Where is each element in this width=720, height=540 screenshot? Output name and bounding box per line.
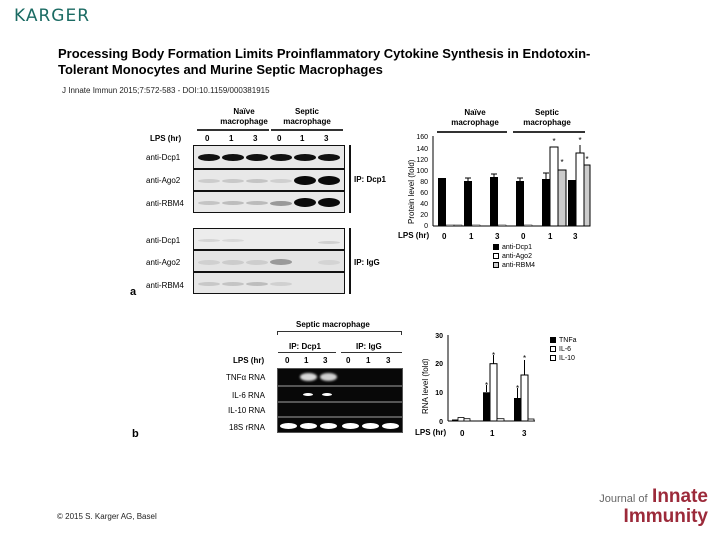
chart2-category: 0 — [460, 429, 465, 438]
svg-text:*: * — [585, 155, 589, 164]
svg-text:*: * — [491, 351, 496, 360]
lps-time: 3 — [323, 356, 328, 365]
blot-row-label: anti-RBM4 — [146, 199, 184, 208]
chart1-group-septic-l1: Septic — [534, 108, 559, 117]
ip-igg-label: IP: IgG — [354, 258, 380, 267]
chart2-xlabel: LPS (hr) — [415, 428, 447, 437]
blot-dcp1-ip-dcp1 — [193, 145, 345, 169]
bracket-tick — [401, 331, 402, 335]
chart1-category: 0 — [521, 232, 526, 241]
svg-text:RNA level (fold): RNA level (fold) — [421, 358, 430, 414]
panel-b-lps-label: LPS (hr) — [233, 356, 265, 365]
rna-level-chart — [410, 328, 540, 428]
svg-text:160: 160 — [416, 134, 428, 141]
logo-text: KARGER — [14, 6, 91, 26]
lps-time: 1 — [366, 356, 371, 365]
lps-time: 1 — [300, 134, 305, 143]
gel-18s — [277, 417, 403, 433]
ip-igg-underline — [341, 352, 402, 353]
legend-swatch-gray — [493, 262, 499, 268]
legend-item — [493, 261, 535, 270]
chart1-legend — [493, 243, 535, 270]
legend-item — [550, 354, 577, 363]
panel-b-figure — [0, 300, 720, 450]
blot-rbm4-ip-dcp1 — [193, 191, 345, 213]
group-septic-label — [277, 107, 337, 127]
legend-label: anti-RBM4 — [502, 262, 536, 269]
legend-item — [493, 243, 535, 252]
lps-time: 0 — [277, 134, 282, 143]
journal-logo — [599, 488, 708, 527]
chart1-group-naive — [440, 108, 510, 128]
lps-time: 0 — [346, 356, 351, 365]
legend-swatch-white — [550, 355, 556, 361]
group-naive-line1: Naïve — [233, 107, 255, 116]
svg-text:30: 30 — [435, 333, 443, 340]
panel-b-ip-igg: IP: IgG — [356, 342, 382, 351]
lps-time: 1 — [304, 356, 309, 365]
lps-time: 0 — [205, 134, 210, 143]
chart1-category: 1 — [469, 232, 474, 241]
legend-swatch-white — [493, 253, 499, 259]
blot-rbm4-ip-igg — [193, 272, 345, 294]
blot-ago2-ip-dcp1 — [193, 169, 345, 191]
ip-igg-bracket — [349, 228, 351, 294]
article-title: Processing Body Formation Limits Proinflammatory Cytokine Synthesis in Endotoxin-Tolerant Monocytes and Murine Septic Macrophages — [58, 46, 591, 77]
blot-row-label: anti-RBM4 — [146, 281, 184, 290]
svg-text:*: * — [560, 158, 564, 167]
svg-text:20: 20 — [435, 361, 443, 368]
legend-swatch-black — [493, 244, 499, 250]
ip-dcp1-bracket — [349, 145, 351, 213]
chart1-group-naive-l2: macrophage — [451, 118, 499, 127]
ip-dcp1-underline — [278, 352, 336, 353]
panel-b-group-bracket — [277, 331, 402, 332]
lps-time: 3 — [324, 134, 329, 143]
chart2-category: 3 — [522, 429, 527, 438]
blot-row-label: anti-Ago2 — [146, 258, 181, 267]
lps-time: 3 — [253, 134, 258, 143]
svg-text:*: * — [515, 384, 520, 393]
blot-row-label: anti-Dcp1 — [146, 153, 181, 162]
panel-b-ip-dcp1: IP: Dcp1 — [289, 342, 322, 351]
svg-text:140: 140 — [416, 146, 428, 153]
gel-tnfa — [277, 368, 403, 386]
gel-row-label: IL-6 RNA — [232, 391, 265, 400]
legend-label: IL-6 — [559, 346, 572, 353]
svg-text:0: 0 — [424, 223, 428, 230]
citation: J Innate Immun 2015;7:572-583 - DOI:10.1159/000381915 — [62, 86, 270, 95]
svg-text:Protein level (fold): Protein level (fold) — [407, 159, 416, 224]
gel-row-label: 18S rRNA — [229, 423, 266, 432]
chart1-xlabel: LPS (hr) — [398, 231, 430, 240]
blot-row-label: anti-Dcp1 — [146, 236, 181, 245]
legend-label: IL-10 — [559, 355, 575, 362]
panel-b-label: b — [132, 428, 139, 440]
svg-text:40: 40 — [420, 201, 428, 208]
bracket-tick — [277, 331, 278, 335]
legend-swatch-white — [550, 346, 556, 352]
lps-time: 1 — [229, 134, 234, 143]
blot-row-label: anti-Ago2 — [146, 176, 181, 185]
lps-time: 3 — [386, 356, 391, 365]
journal-logo-small: Journal of — [599, 493, 648, 505]
journal-logo-line1: Innate — [652, 486, 708, 507]
lps-label: LPS (hr) — [150, 134, 182, 143]
journal-logo-line2: Immunity — [623, 506, 708, 527]
svg-text:*: * — [552, 137, 556, 146]
svg-text:80: 80 — [420, 179, 428, 186]
svg-text:0: 0 — [439, 419, 443, 426]
group-naive-underline — [197, 129, 269, 131]
chart1-group-septic — [512, 108, 582, 128]
ip-dcp1-label: IP: Dcp1 — [354, 175, 387, 184]
svg-text:120: 120 — [416, 157, 428, 164]
blot-ago2-ip-igg — [193, 250, 345, 272]
svg-text:100: 100 — [416, 168, 428, 175]
group-naive-line2: macrophage — [220, 117, 268, 126]
group-septic-line1: Septic — [294, 107, 319, 116]
chart1-category: 3 — [573, 232, 578, 241]
legend-item — [550, 336, 577, 345]
panel-a-label: a — [130, 286, 137, 298]
gel-row-label: IL-10 RNA — [228, 406, 266, 415]
chart1-group-naive-l1: Naïve — [464, 108, 486, 117]
chart2-legend — [550, 336, 577, 363]
gel-il6 — [277, 386, 403, 402]
legend-swatch-black — [550, 337, 556, 343]
group-septic-line2: macrophage — [283, 117, 331, 126]
gel-row-label: TNFα RNA — [226, 373, 266, 382]
legend-label: TNFa — [559, 337, 577, 344]
legend-item — [493, 252, 535, 261]
svg-text:*: * — [522, 354, 527, 363]
legend-label: anti-Dcp1 — [502, 244, 532, 251]
legend-label: anti-Ago2 — [502, 253, 532, 260]
group-septic-underline — [271, 129, 343, 131]
chart1-category: 1 — [548, 232, 553, 241]
svg-text:20: 20 — [420, 212, 428, 219]
panel-b-group-label: Septic macrophage — [296, 320, 370, 329]
lps-time: 0 — [285, 356, 290, 365]
svg-text:*: * — [484, 381, 489, 390]
svg-text:10: 10 — [435, 390, 443, 397]
svg-text:60: 60 — [420, 190, 428, 197]
copyright: © 2015 S. Karger AG, Basel — [57, 512, 157, 521]
gel-il10 — [277, 402, 403, 417]
blot-dcp1-ip-igg — [193, 228, 345, 250]
legend-item — [550, 345, 577, 354]
group-naive-label — [214, 107, 274, 127]
chart1-group-septic-l2: macrophage — [523, 118, 571, 127]
chart1-category: 3 — [495, 232, 500, 241]
chart1-category: 0 — [442, 232, 447, 241]
chart2-category: 1 — [490, 429, 495, 438]
svg-text:*: * — [578, 136, 582, 145]
